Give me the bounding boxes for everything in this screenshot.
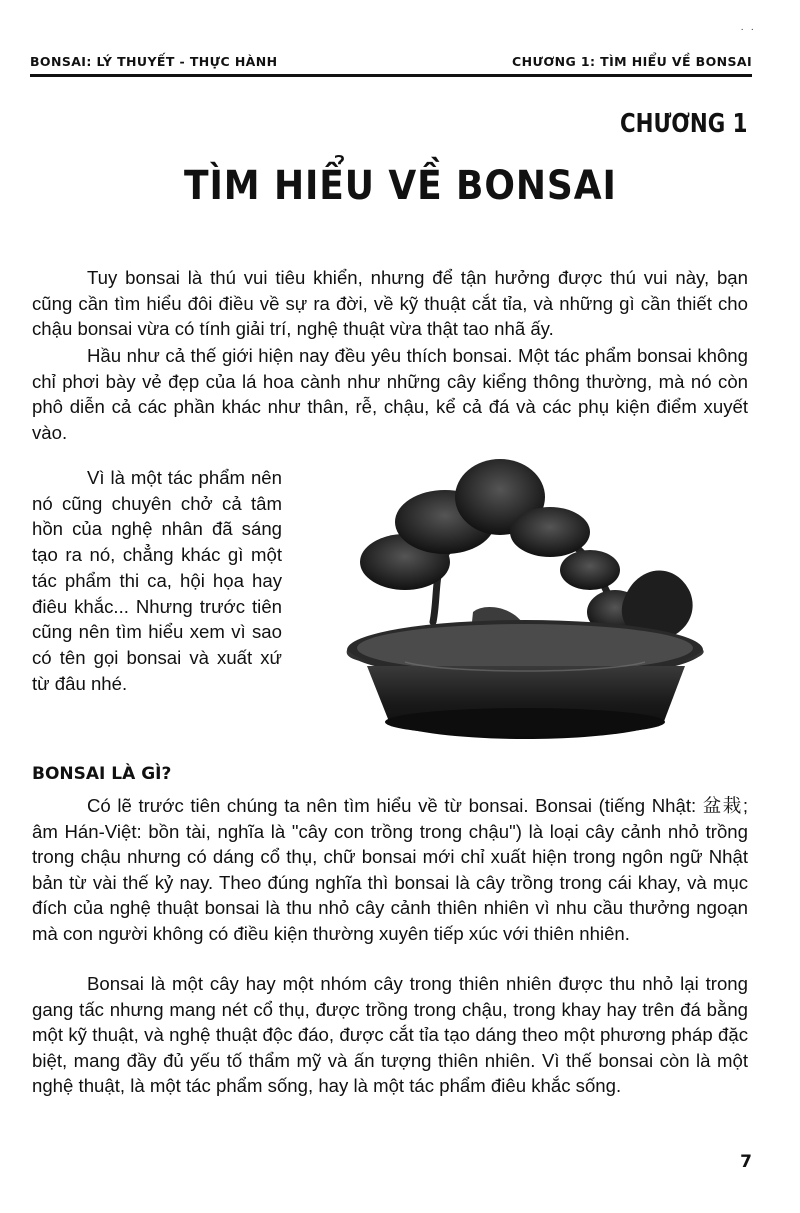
section-paragraph-1: Có lẽ trước tiên chúng ta nên tìm hiểu về từ bonsai. Bonsai (tiếng Nhật: 盆栽; âm Hán-Việt: bồn tài, nghĩa là "cây con trồng trong chậu") là loại cây cảnh nhỏ trồng trong chậu nhưng có dáng cổ thụ, chữ bonsai mới chỉ xuất hiện trong ngôn ngữ Nhật bản từ vài thế kỷ nay. Theo đúng nghĩa thì bonsai là cây trồng trong cái khay, và mục đích của nghệ thuật bonsai là thu nhỏ cây cảnh thiên nhiên vì nhu cầu thưởng ngoạn mà con người không có điều kiện thường xuyên tiếp xúc với thiên nhiên. [32,795,748,944]
running-header [30,50,752,77]
bonsai-photo [345,452,710,752]
chapter-label: CHƯƠNG 1 [620,109,748,139]
side-text-block [32,465,282,696]
chapter-title [0,163,800,209]
intro-paragraph-2: Hầu như cả thế giới hiện nay đều yêu thích bonsai. Một tác phẩm bonsai không chỉ phơi bày vẻ đẹp của lá hoa cành như những cây kiểng thông thường, mà nó còn phô diễn cả các phần khác như thân, rễ, chậu, kể cả đá và các phụ kiện điểm xuyết vào. [32,345,748,443]
intro-paragraph-1: Tuy bonsai là thú vui tiêu khiển, nhưng để tận hưởng được thú vui này, bạn cũng cần tìm hiểu đôi điều về sự ra đời, về kỹ thuật cắt tỉa, và những gì cần thiết cho chậu bonsai vừa có tính giải trí, nghệ thuật vừa thật tao nhã ấy. [32,267,748,340]
header-book-title: BONSAI: LÝ THUYẾT - THỰC HÀNH [30,54,278,69]
section-heading: BONSAI LÀ GÌ? [32,764,172,784]
side-paragraph: Vì là một tác phẩm nên nó cũng chuyên chở cả tâm hồn của nghệ nhân đã sáng tạo ra nó, chẳng khác gì một tác phẩm thi ca, hội họa hay điêu khắc... Nhưng trước tiên cũng nên tìm hiểu xem vì sao có tên gọi bonsai và xuất xứ từ đâu nhé. [32,467,282,694]
header-chapter-title: CHƯƠNG 1: TÌM HIỂU VỀ BONSAI [512,54,752,69]
page-number: 7 [740,1152,752,1172]
scan-marks: · · [740,24,756,35]
chapter-title-text: TÌM HIỂU VỀ BONSAI [183,163,617,209]
section-paragraph-2: Bonsai là một cây hay một nhóm cây trong thiên nhiên được thu nhỏ lại trong gang tấc nhưng mang nét cổ thụ, được trồng trong chậu, trong khay hay trên đá bằng một kỹ thuật, và nghệ thuật độc đáo, được cắt tỉa tạo dáng theo một phương pháp đặc biệt, mang đầy đủ yếu tố thẩm mỹ và ấn tượng thiên nhiên. Vì thế bonsai còn là một nghệ thuật, là một tác phẩm sống, hay là một tác phẩm điêu khắc sống. [32,973,748,1097]
